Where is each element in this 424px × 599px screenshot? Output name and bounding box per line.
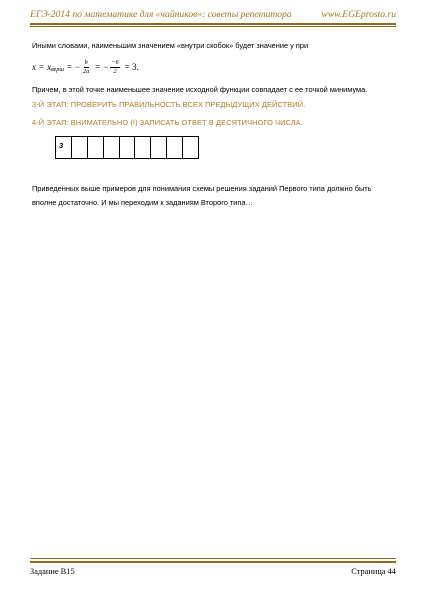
header-site: www.EGEprosto.ru — [321, 9, 396, 20]
answer-cell — [183, 137, 199, 159]
answer-cell: 3 — [56, 137, 72, 159]
formula-eq: = — [95, 62, 101, 72]
page-header — [30, 7, 396, 27]
vertex-formula — [32, 55, 139, 79]
header-rule — [30, 23, 396, 25]
header-rule-thin — [30, 26, 396, 27]
paragraph-conclusion-line1: Приведенных выше примеров для понимания схемы решения заданий Первого типа должно быть — [32, 184, 372, 193]
answer-cell — [104, 137, 120, 159]
fraction-denominator: 2a — [83, 67, 90, 75]
header-title: ЕГЭ-2014 по математике для «чайников»: советы репетитора — [30, 9, 292, 20]
paragraph-min-point: Причем, в этой точке наименьшее значение исходной функции совпадает с ее точкой минимума. — [32, 85, 368, 94]
formula-fraction-b-2a — [82, 59, 90, 75]
footer-rule-thin — [30, 558, 396, 559]
answer-cell — [167, 137, 183, 159]
fraction-numerator: −6 — [111, 59, 119, 66]
answer-cell — [88, 137, 104, 159]
formula-minus: − — [103, 62, 109, 72]
page-footer — [30, 558, 396, 582]
formula-x-vert: x — [47, 62, 52, 72]
formula-vert-subscript: верш — [51, 67, 64, 73]
formula-result: = 3. — [124, 62, 139, 72]
answer-cell — [135, 137, 151, 159]
footer-task: Задание B15 — [30, 567, 75, 576]
formula-minus: − — [74, 62, 81, 72]
formula-eq: = — [66, 62, 72, 72]
formula-fraction-6-2 — [110, 59, 119, 75]
fraction-denominator: 2 — [113, 67, 117, 75]
paragraph-conclusion-line2: вполне достаточно. И мы переходим к заданиям Второго типа… — [32, 198, 253, 207]
paragraph-min-inside: Иными словами, наименьшим значением «внутри скобок» будет значение у при — [32, 41, 309, 50]
footer-page-number: Страница 44 — [351, 567, 396, 576]
formula-x: x — [32, 62, 36, 72]
stage-3-heading: 3-Й ЭТАП: ПРОВЕРИТЬ ПРАВИЛЬНОСТЬ ВСЕХ ПРЕДЫДУЩИХ ДЕЙСТВИЙ. — [32, 100, 306, 109]
answer-cell — [151, 137, 167, 159]
footer-rule — [30, 561, 396, 563]
answer-grid — [55, 136, 199, 159]
answer-cell — [120, 137, 136, 159]
stage-4-heading: 4-Й ЭТАП: ВНИМАТЕЛЬНО (!) ЗАПИСАТЬ ОТВЕТ В ДЕСЯТИЧНОГО ЧИСЛА. — [32, 118, 303, 127]
fraction-numerator: b — [84, 59, 88, 66]
answer-cell — [72, 137, 88, 159]
formula-eq: = — [39, 62, 45, 72]
